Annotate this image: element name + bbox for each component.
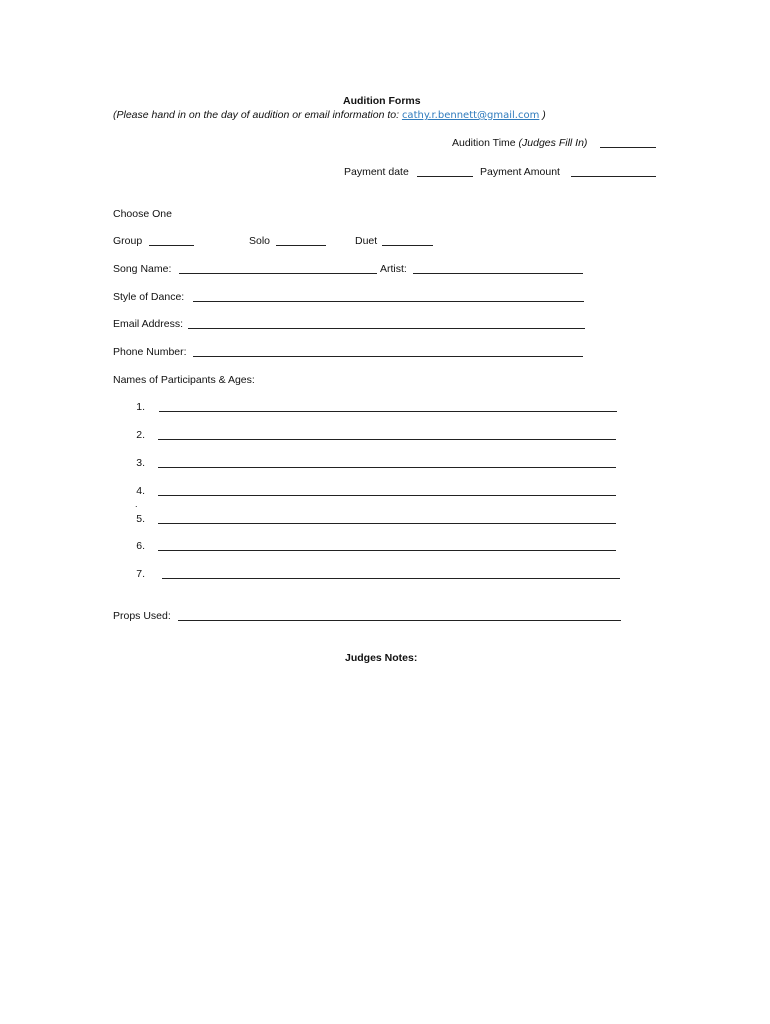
option-duet-label: Duet xyxy=(355,235,378,247)
option-group-field[interactable] xyxy=(149,245,194,246)
style-of-dance-field[interactable] xyxy=(193,301,584,302)
audition-time-label xyxy=(452,137,587,149)
audition-time-note: (Judges Fill In) xyxy=(518,137,588,149)
artist-label: Artist: xyxy=(380,263,407,275)
artist-field[interactable] xyxy=(413,273,583,274)
participant-field-5[interactable] xyxy=(158,523,616,524)
participant-field-1[interactable] xyxy=(159,411,617,412)
subtitle xyxy=(113,109,546,121)
email-address-field[interactable] xyxy=(188,328,585,329)
option-group-label: Group xyxy=(113,235,143,247)
instruction-text: (Please hand in on the day of audition or email information to: xyxy=(113,109,400,121)
song-name-field[interactable] xyxy=(179,273,377,274)
participant-number: 5. xyxy=(136,513,145,525)
email-address-label: Email Address: xyxy=(113,318,184,330)
participant-field-4[interactable] xyxy=(158,495,616,496)
phone-number-label: Phone Number: xyxy=(113,346,187,358)
participant-number: 1. xyxy=(136,401,145,413)
participant-number: 2. xyxy=(136,429,145,441)
participant-field-7[interactable] xyxy=(162,578,620,579)
props-used-label: Props Used: xyxy=(113,610,171,622)
song-name-label: Song Name: xyxy=(113,263,172,275)
participant-field-3[interactable] xyxy=(158,467,616,468)
participant-number: 4. xyxy=(136,485,145,497)
style-of-dance-label: Style of Dance: xyxy=(113,291,185,303)
audition-time-text: Audition Time xyxy=(452,137,516,149)
payment-amount-label: Payment Amount xyxy=(480,166,560,178)
instruction-close: ) xyxy=(542,109,546,121)
payment-amount-field[interactable] xyxy=(571,176,656,177)
participant-field-6[interactable] xyxy=(158,550,616,551)
stray-period: . xyxy=(135,499,138,509)
participant-number: 7. xyxy=(136,568,145,580)
participant-number: 3. xyxy=(136,457,145,469)
form-title: Audition Forms xyxy=(343,95,421,107)
props-used-field[interactable] xyxy=(178,620,621,621)
phone-number-field[interactable] xyxy=(193,356,583,357)
option-duet-field[interactable] xyxy=(382,245,433,246)
participant-field-2[interactable] xyxy=(158,439,616,440)
option-solo-field[interactable] xyxy=(276,245,326,246)
judges-notes-heading: Judges Notes: xyxy=(345,652,418,664)
option-solo-label: Solo xyxy=(249,235,271,247)
email-link[interactable]: cathy.r.bennett@gmail.com xyxy=(401,110,540,121)
participants-heading: Names of Participants & Ages: xyxy=(113,374,255,386)
payment-date-field[interactable] xyxy=(417,176,473,177)
participant-number: 6. xyxy=(136,540,145,552)
payment-date-label: Payment date xyxy=(344,166,409,178)
audition-time-field[interactable] xyxy=(600,147,656,148)
choose-one-heading: Choose One xyxy=(113,208,172,220)
